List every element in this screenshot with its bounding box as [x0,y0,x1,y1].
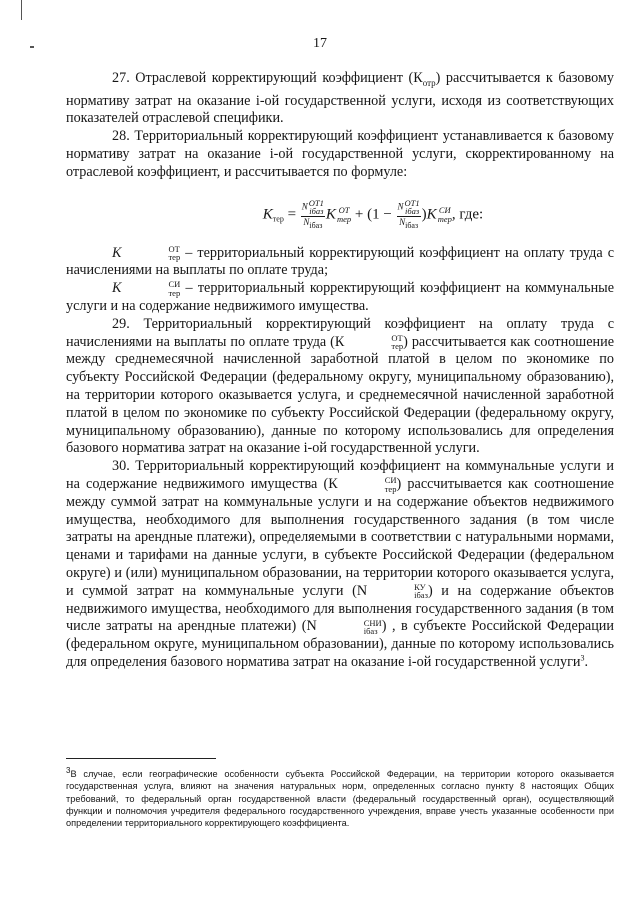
paragraph-29: 29. Территориальный корректирующий коэффициент на оплату труда с начислениями на выплаты по оплате труда (К ОТ тер ) рассчитывается как соотношение между среднемесячной начисленной заработной платой в целом по экономике по субъекту Российской Федерации (федеральному округу, муниципальному образованию), на территории которого оказывается услуга, и среднемесячной начисленной заработной платой в целом по экономике по субъекту Российской Федерации (федеральному округу, муниципальному образованию), данные по которому использовались для определения базового норматива затрат на оказание i-ой государственной услуги. [66,315,614,457]
scan-mark-vertical [21,0,22,20]
footnote-reference[interactable]: 3 [580,653,585,663]
p30-symbol-n-ku: N КУ iбаз [356,581,428,601]
footnote-text: В случае, если географические особенности субъекта Российской Федерации, на территории которого оказывается государственная услуга, влияют на значения натуральных норм, определенных согласно пункту 8 настоящих Общих требований, то федеральный орган государственной власти (федеральный государственный орган), осуществляющий функции и полномочия учредителя федерального государственного учреждения, вправе учесть указанные особенности при определении территориального корректирующего коэффициента. [66,769,614,829]
definition-k-si: K СИ тер – территориальный корректирующий коэффициент на коммунальные услуги и на содержание недвижимого имущества. [66,279,614,314]
p27-text-after: ) рассчитывается к базовому нормативу затрат на оказание i-ой государственной услуги, исходя из соответствующих показателей отраслевой специфики. [66,70,614,127]
fraction-2: N ОТ1 iбаз Niбаз [397,197,420,230]
def2-symbol: K СИ тер [112,279,181,298]
definition-k-ot: K ОТ тер – территориальный корректирующий коэффициент на оплату труда с начислениями на выплаты по оплате труда; [66,243,614,279]
p30-symbol-n-sni: N СНИ iбаз [306,617,382,637]
fraction-1: N ОТ1 iбаз Niбаз [301,197,324,230]
def1-symbol: K ОТ тер [112,243,181,263]
page-number: 17 [313,36,327,51]
footnote-mark: 3 [66,765,71,775]
document-body [66,70,614,672]
p29-symbol: К ОТ тер [334,332,404,352]
paragraph-28: 28. Территориальный корректирующий коэффициент устанавливается к базовому нормативу затрат на оказание i-ой государственной услуги, скорректированному на отраслевой коэффициент, и рассчитывается по формуле: [66,128,614,180]
p30-symbol-k-si: К СИ тер [328,475,397,494]
p27-text-before: 27. Отраслевой корректирующий коэффициент ( [112,70,414,86]
footnote [66,765,614,829]
p27-symbol: $К_{отр}$ [413,70,436,88]
formula-k-ter: $K_{тер}$ = N ОТ1 iбаз Niбаз K ОТ тер + (1 − N ОТ1 iбаз Niбаз )K СИ тер , где: [262,197,484,230]
footnote-divider [66,758,216,759]
paragraph-27 [66,70,614,128]
paragraph-30: 30. Территориальный корректирующий коэффициент на коммунальные услуги и на содержание недвижимого имущества (К СИ тер ) рассчитывается как соотношение между суммой затрат на коммунальные услуги и на содержание объектов недвижимого имущества, необходимого для выполнения государственного задания (в том числе затраты на арендные платежи), определяемыми в соответствии с натуральными нормами, ценами и тарифами на данные услуги, в субъекте Российской Федерации (федеральном округе) и (или) муниципальном образовании, на территории которого оказывается услуга, и суммой затрат на коммунальные услуги (N КУ iбаз ) и на содержание объектов недвижимого имущества, необходимого для выполнения государственного задания (в том числе затраты на арендные платежи) (N СНИ iбаз ) , в субъекте Российской Федерации (федеральном округе, муниципальном образовании), данные по которому использовались для определения базового норматива затрат на оказание i-ой государственной услуги$^3$. [66,458,614,670]
